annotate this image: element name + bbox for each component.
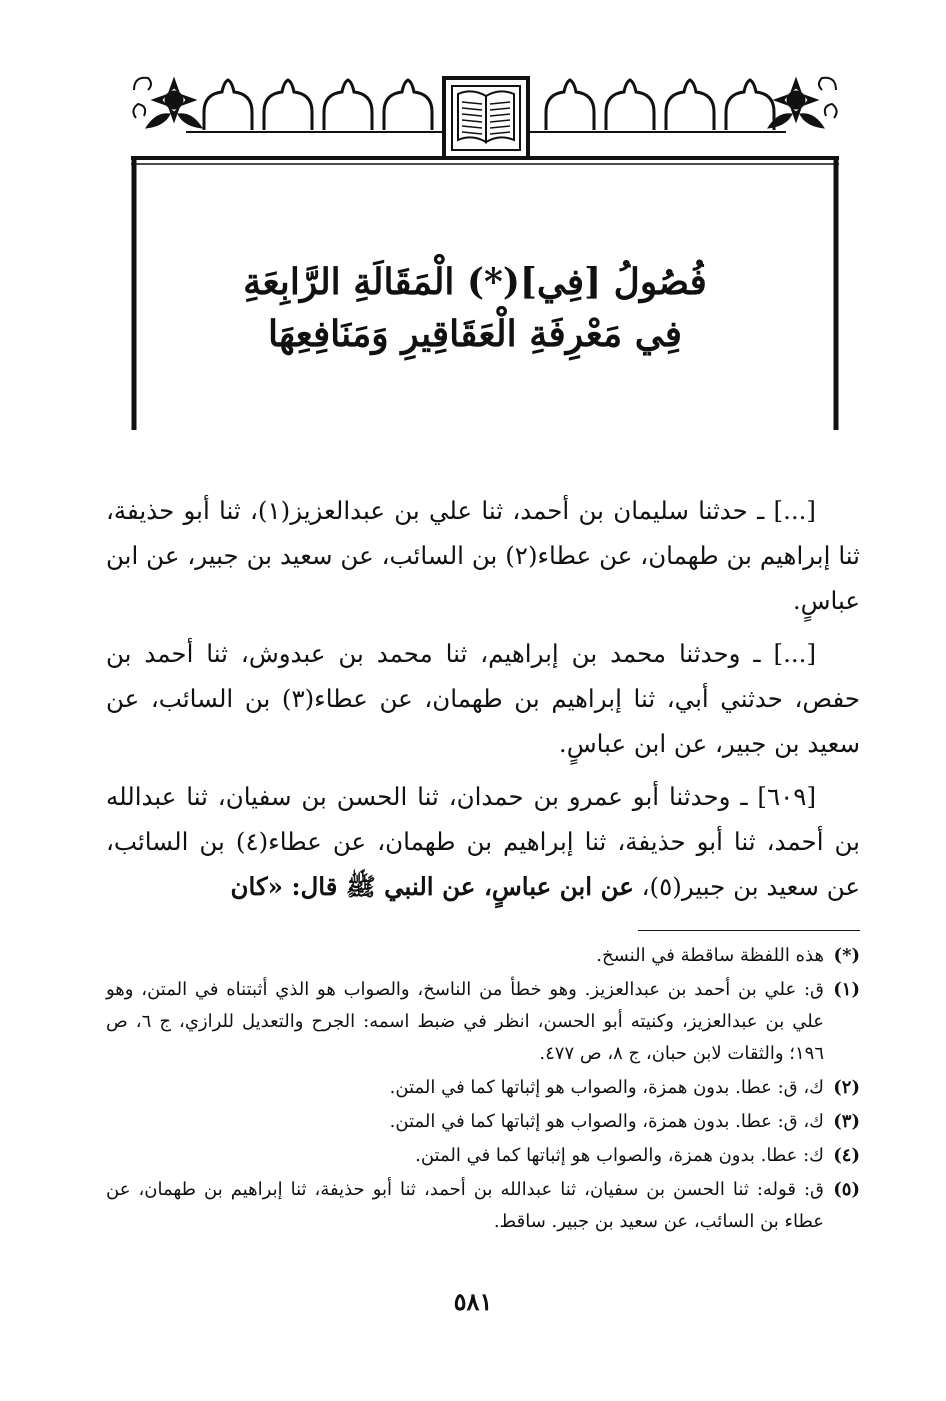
footnote-marker: (٣): [833, 1111, 860, 1132]
footnote-text: ق: علي بن أحمد بن عبدالعزيز. وهو خطأ من الناسخ، والصواب هو الذي أثبتناه في المتن، وهو علي بن عبدالعزيز، وكنيته أبو الحسن، انظر في ضبط اسمه: الجرح والتعديل للرازي، ج ٦، ص ١٩٦؛ والثقات لابن حبان، ج ٨، ص ٤٧٧.: [106, 979, 825, 1064]
footnotes: [106, 940, 860, 1240]
footnote: [106, 1174, 860, 1238]
footnote-text: هذه اللفظة ساقطة في النسخ.: [596, 945, 824, 966]
flower-ornament-right: [768, 78, 837, 128]
open-book-icon: [444, 78, 528, 158]
footnote: [106, 974, 860, 1070]
footnote: [106, 1072, 860, 1104]
paragraph-3-text: [٦٠٩] ـ وحدثنا أبو عمرو بن حمدان، ثنا الحسن بن سفيان، ثنا عبدالله بن أحمد، ثنا أبو حذيفة، ثنا إبراهيم بن طهمان، عن عطاء(٤) بن السائب، عن سعيد بن جبير(٥)،: [106, 782, 860, 901]
footnote: [106, 940, 860, 972]
paragraph-3: [106, 774, 860, 909]
page-number: ٥٨١: [453, 1287, 493, 1316]
footnote-marker: (١): [833, 979, 860, 1000]
footnote: [106, 1140, 860, 1172]
footnote-text: ك: عطا. بدون همزة، والصواب هو إثباتها كما في المتن.: [415, 1145, 824, 1166]
chapter-title-line1: فُصُولُ [فِي](*) الْمَقَالَةِ الرَّابِعَةِ: [243, 261, 707, 303]
flower-ornament-left: [133, 78, 202, 128]
paragraph-2: [...] ـ وحدثنا محمد بن إبراهيم، ثنا محمد بن عبدوش، ثنا أحمد بن حفص، حدثني أبي، ثنا إبراهيم بن طهمان، عن عطاء(٣) بن السائب، عن سعيد بن جبير، عن ابن عباسٍ.: [106, 639, 860, 758]
chapter-title-line2: فِي مَعْرِفَةِ الْعَقَاقِيرِ وَمَنَافِعِهَا: [268, 313, 682, 355]
footnote-text: ك، ق: عطا. بدون همزة، والصواب هو إثباتها كما في المتن.: [389, 1111, 824, 1132]
paragraph-3-bold: عن ابن عباسٍ، عن النبي ﷺ قال: «كان: [230, 872, 634, 901]
footnote-text: ق: قوله: ثنا الحسن بن سفيان، ثنا عبدالله بن أحمد، ثنا أبو حذيفة، ثنا إبراهيم بن طهمان، عن عطاء بن السائب، عن سعيد بن جبير. ساقط.: [106, 1179, 824, 1232]
main-text: [106, 488, 860, 917]
header-ornament: [126, 70, 844, 430]
footnote-marker: (٤): [833, 1145, 860, 1166]
footnote-marker: (٥): [833, 1179, 860, 1200]
footnote-text: ك، ق: عطا. بدون همزة، والصواب هو إثباتها كما في المتن.: [389, 1077, 824, 1098]
paragraph-1: [...] ـ حدثنا سليمان بن أحمد، ثنا علي بن عبدالعزيز(١)، ثنا أبو حذيفة، ثنا إبراهيم بن طهمان، عن عطاء(٢) بن السائب، عن سعيد بن جبير، عن ابن عباسٍ.: [106, 496, 860, 615]
footnote-divider: [638, 930, 860, 931]
footnote: [106, 1106, 860, 1138]
footnote-marker: (٢): [833, 1077, 860, 1098]
footnote-marker: (*): [833, 945, 860, 966]
